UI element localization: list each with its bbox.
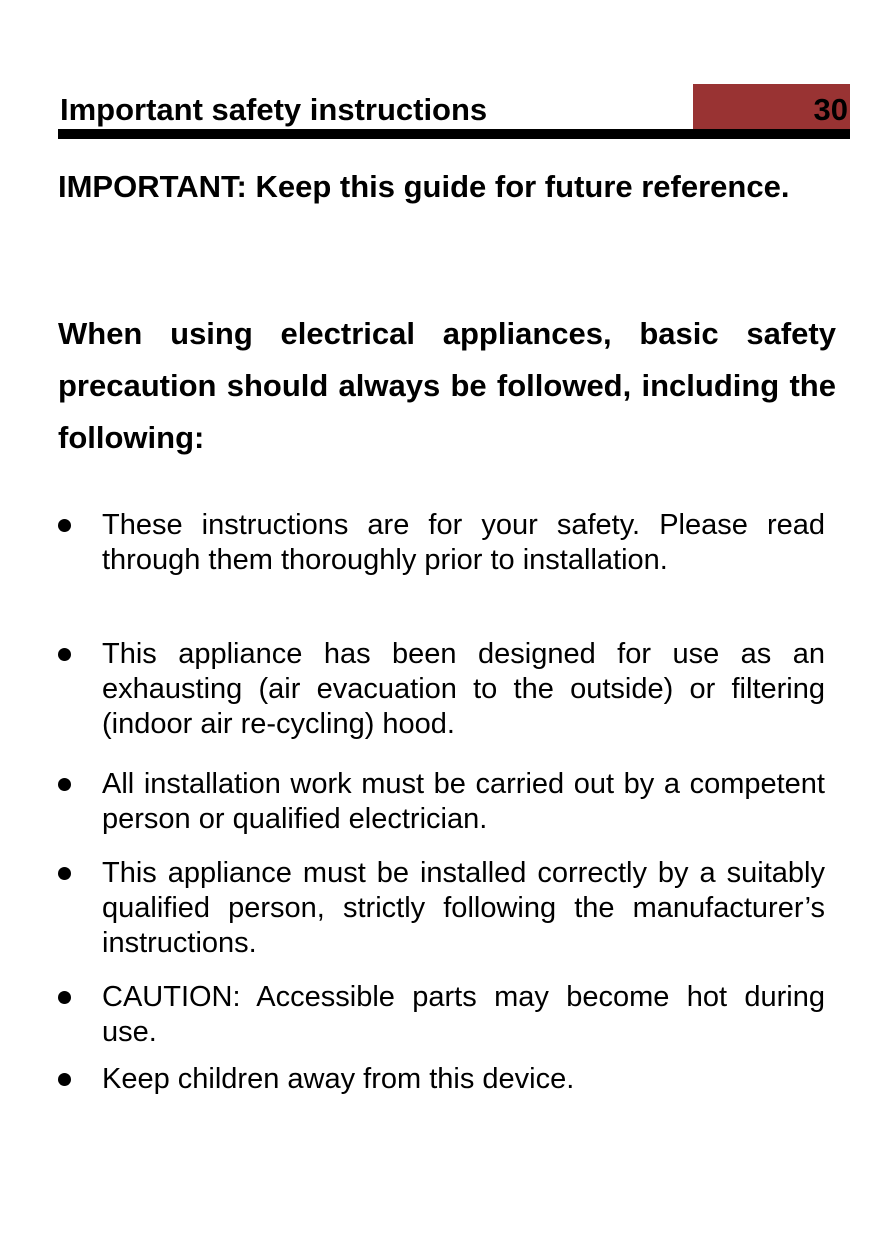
bullet-icon xyxy=(58,519,71,532)
intro-paragraph: When using electrical appliances, basic safety precaution should always be followed, including the following: xyxy=(58,316,836,455)
page-header xyxy=(58,84,850,140)
bullet-text: This appliance must be installed correctly by a suitably qualified person, strictly following the manufacturer’s instructions. xyxy=(102,857,825,959)
bullet-icon xyxy=(58,778,71,791)
header-rule xyxy=(58,129,850,139)
bullet-icon xyxy=(58,1073,71,1086)
bullet-text: All installation work must be carried out by a competent person or qualified electrician. xyxy=(102,768,825,835)
bullet-text: CAUTION: Accessible parts may become hot during use. xyxy=(102,981,825,1048)
page-number: 30 xyxy=(813,92,848,127)
page-number-tab xyxy=(693,84,850,129)
bullet-icon xyxy=(58,867,71,880)
bullet-text: These instructions are for your safety. Please read through them thoroughly prior to installation. xyxy=(102,509,825,576)
bullet-text: Keep children away from this device. xyxy=(102,1063,575,1095)
bullet-text: This appliance has been designed for use as an exhausting (air evacuation to the outside) or filtering (indoor air re-cycling) hood. xyxy=(102,638,825,740)
bullet-icon xyxy=(58,648,71,661)
important-note: IMPORTANT: Keep this guide for future reference. xyxy=(58,169,790,204)
bullet-icon xyxy=(58,991,71,1004)
section-title: Important safety instructions xyxy=(60,92,488,127)
